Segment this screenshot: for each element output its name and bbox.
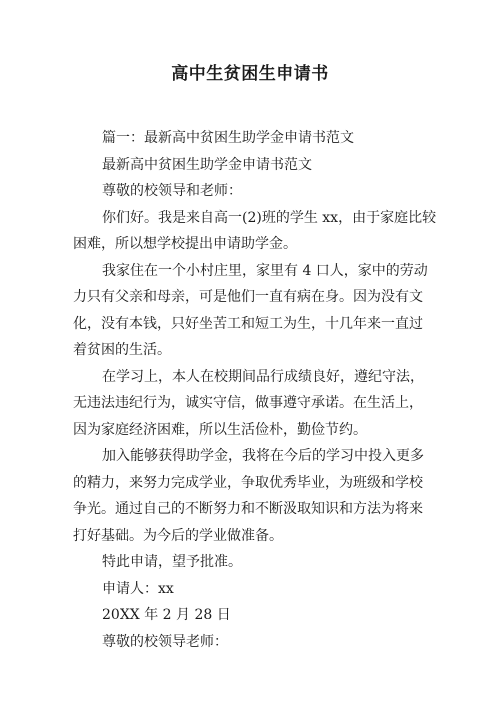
text-line: 着贫困的生活。 bbox=[73, 342, 171, 358]
text-line: 无违法违纪行为，诚实守信，做事遵守承诺。在生活上， bbox=[73, 395, 423, 411]
text-line: 因为家庭经济困难，所以生活俭朴，勤俭节约。 bbox=[73, 421, 367, 438]
text-line: 化，没有本钱，只好坐苦工和短工为生，十几年来一直过 bbox=[73, 315, 423, 332]
text-line: 20XX 年 2 月 28 日 bbox=[102, 607, 231, 623]
text-line: 困难，所以想学校提出申请助学金。 bbox=[73, 236, 297, 252]
text-line: 篇一：最新高中贫困生助学金申请书范文 bbox=[102, 130, 354, 146]
text-line: 最新高中贫困生助学金申请书范文 bbox=[102, 156, 312, 173]
text-line: 的精力，来努力完成学业，争取优秀毕业，为班级和学校 bbox=[73, 474, 423, 491]
text-line: 特此申请，望予批准。 bbox=[102, 554, 242, 570]
text-line: 你们好。我是来自高一(2)班的学生 xx，由于家庭比较 bbox=[102, 209, 437, 226]
text-line: 尊敬的校领导和老师： bbox=[102, 183, 242, 199]
text-line: 争光。通过自己的不断努力和不断汲取知识和方法为将来 bbox=[73, 501, 423, 517]
text-line: 打好基础。为今后的学业做准备。 bbox=[73, 527, 283, 544]
text-line: 力只有父亲和母亲，可是他们一直有病在身。因为没有文 bbox=[73, 289, 423, 305]
text-line: 尊敬的校领导老师： bbox=[102, 633, 228, 650]
text-line: 加入能够获得助学金，我将在今后的学习中投入更多 bbox=[102, 448, 424, 464]
text-line: 在学习上，本人在校期间品行成绩良好，遵纪守法， bbox=[102, 368, 424, 385]
text-line: 申请人：xx bbox=[102, 580, 174, 597]
document-title: 高中生贫困生申请书 bbox=[171, 64, 329, 84]
document-body bbox=[73, 125, 437, 655]
text-line: 我家住在一个小村庄里，家里有 4 口人，家中的劳动 bbox=[102, 262, 428, 279]
